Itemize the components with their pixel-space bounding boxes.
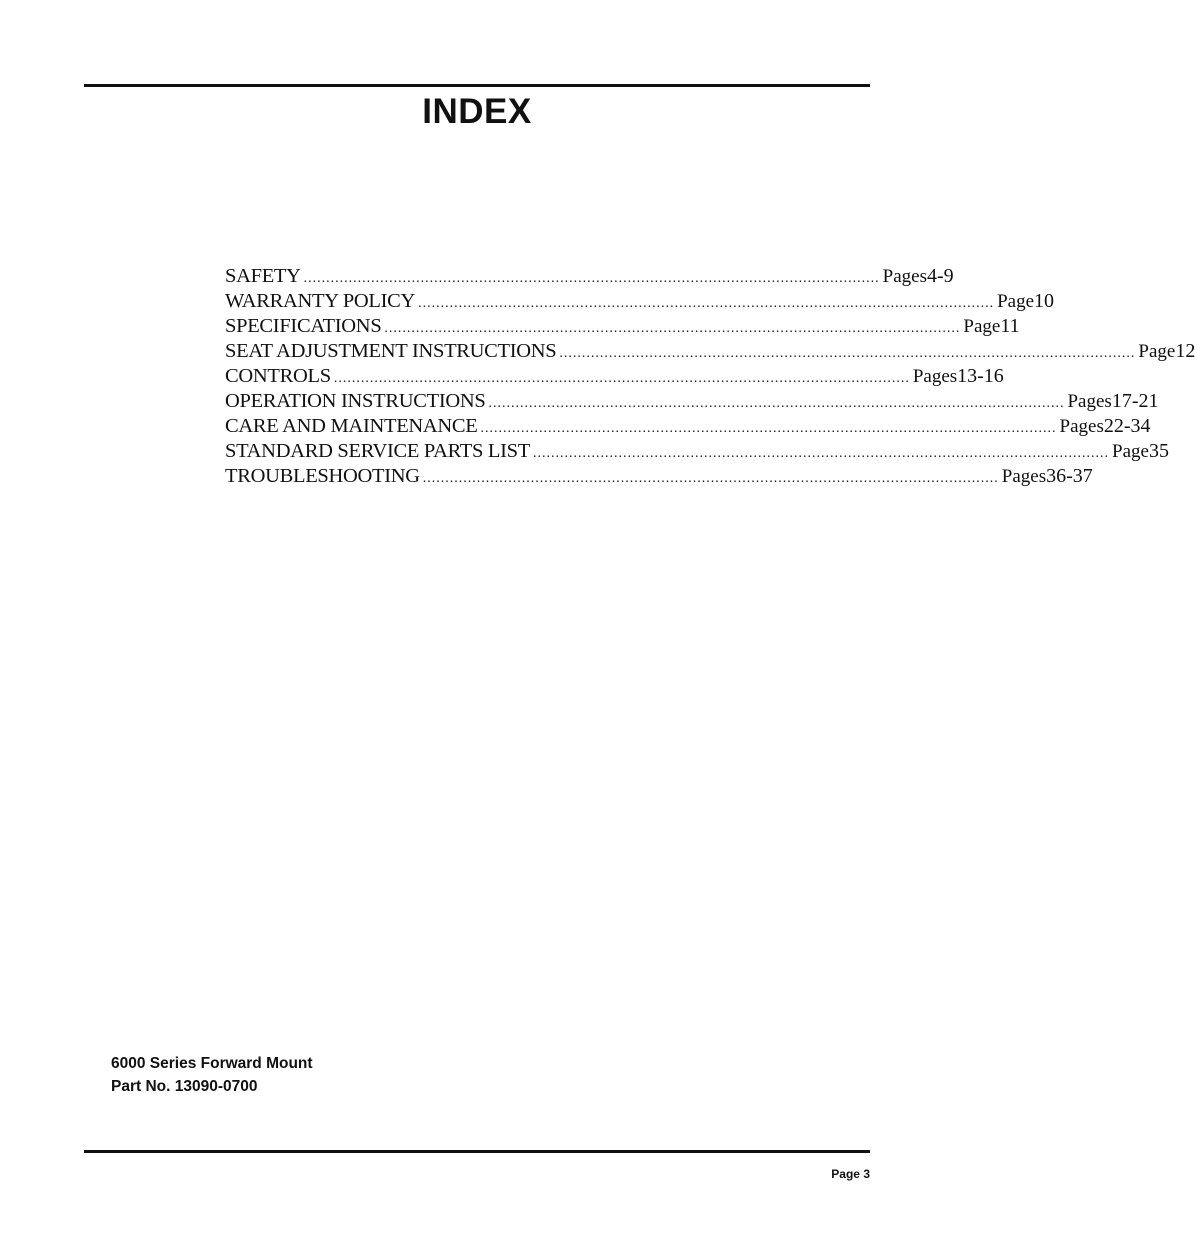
- toc-leader-dots: ................................................................................................................................: [559, 346, 1136, 361]
- toc-entry-warranty-policy[interactable]: [225, 289, 1054, 314]
- toc-page-word: Pages: [1001, 466, 1047, 487]
- toc-leader-dots: ................................................................................................................................: [418, 296, 995, 311]
- toc-page-number: 17-21: [1111, 390, 1159, 412]
- toc-page-word: Page: [997, 291, 1034, 312]
- toc-page-word: Page: [963, 316, 1001, 337]
- toc-page-number: 10: [1034, 290, 1054, 312]
- toc-page-word: Pages: [912, 366, 958, 387]
- toc-leader-dots: ................................................................................................................................: [333, 371, 910, 386]
- toc-page-number: 11: [1000, 315, 1020, 337]
- toc-page-word: Page: [1138, 341, 1176, 362]
- toc-leader-dots: ................................................................................................................................: [384, 321, 961, 336]
- toc-label: OPERATION INSTRUCTIONS: [225, 390, 486, 412]
- toc-entry-safety[interactable]: [225, 264, 954, 289]
- series-name: 6000 Series Forward Mount: [111, 1055, 313, 1072]
- page-title: INDEX: [422, 92, 532, 131]
- toc-page-number: 22-34: [1103, 415, 1151, 437]
- toc-page-number: 35: [1148, 440, 1169, 462]
- toc-label: CARE AND MAINTENANCE: [225, 415, 478, 437]
- toc-label: TROUBLESHOOTING: [225, 465, 420, 487]
- toc-label: STANDARD SERVICE PARTS LIST: [225, 440, 530, 462]
- top-rule: [84, 84, 870, 87]
- toc-page-word: Pages: [882, 266, 927, 287]
- toc-leader-dots: ................................................................................................................................: [422, 471, 999, 486]
- toc-entry-troubleshooting[interactable]: [225, 464, 1093, 489]
- toc-label: WARRANTY POLICY: [225, 290, 416, 312]
- toc-page-number: 4-9: [926, 265, 954, 287]
- toc-page-word: Pages: [1067, 391, 1112, 412]
- bottom-rule: [84, 1150, 870, 1153]
- toc-leader-dots: ................................................................................................................................: [488, 396, 1065, 411]
- toc-label: SPECIFICATIONS: [225, 315, 382, 337]
- toc-page-number: 13-16: [957, 365, 1004, 387]
- toc-leader-dots: ................................................................................................................................: [533, 446, 1109, 461]
- toc-page-word: Pages: [1059, 416, 1104, 437]
- toc-entry-specifications[interactable]: [225, 314, 1020, 339]
- document-info: [111, 1052, 313, 1098]
- toc-label: SEAT ADJUSTMENT INSTRUCTIONS: [225, 340, 557, 362]
- toc-page-number: 12: [1175, 340, 1195, 362]
- toc-entry-operation-instructions[interactable]: [225, 389, 1159, 414]
- toc-entry-controls[interactable]: [225, 364, 1004, 389]
- toc-entry-seat-adjustment[interactable]: [225, 339, 1195, 364]
- toc-leader-dots: ................................................................................................................................: [480, 421, 1057, 436]
- toc-entry-service-parts-list[interactable]: [225, 439, 1169, 464]
- toc-entry-care-maintenance[interactable]: [225, 414, 1151, 439]
- toc-page-number: 36-37: [1046, 465, 1093, 487]
- page-number: Page 3: [831, 1167, 870, 1181]
- table-of-contents: [225, 264, 1195, 489]
- toc-label: CONTROLS: [225, 365, 331, 387]
- part-number: Part No. 13090-0700: [111, 1078, 258, 1095]
- toc-page-word: Page: [1112, 441, 1149, 462]
- toc-label: SAFETY: [225, 265, 301, 287]
- toc-leader-dots: ................................................................................................................................: [303, 271, 880, 286]
